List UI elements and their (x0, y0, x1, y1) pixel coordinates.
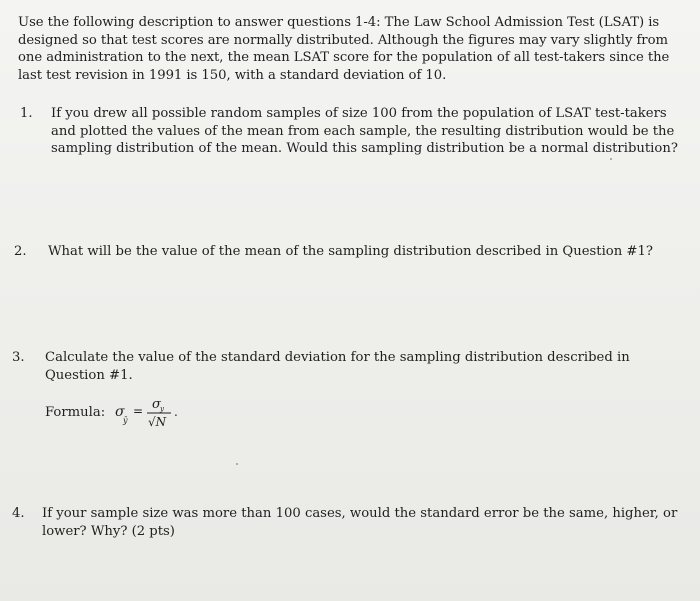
formula-equals: = (133, 404, 144, 418)
question-text: What will be the value of the mean of the sampling distribution described in Question #1? (48, 244, 653, 259)
formula-lhs-subscript: ȳ (123, 416, 128, 425)
question-text: If you drew all possible random samples of size 100 from the population of LSAT test-takers and plotted the values of the mean from each sample, the resulting distribution would be the sampling distribution of the mean. Would this sampling distribution be a normal distribution? (51, 106, 678, 156)
formula-denominator: √N (148, 415, 167, 429)
formula-expression (113, 396, 183, 430)
question-number: 3. (12, 350, 25, 365)
question-text: If your sample size was more than 100 cases, would the standard error be the same, higher, or lower? Why? (2 pts) (42, 506, 678, 539)
question-number: 2. (14, 244, 27, 259)
intro-paragraph: Use the following description to answer questions 1-4: The Law School Admission Test (LSAT) is designed so that test scores are normally distributed. Although the figures may vary slightly from one administration to the next, the mean LSAT score for the population of all test-takers since the last test revision in 1991 is 150, with a standard deviation of 10. (18, 15, 670, 83)
formula-trailing-period: . (174, 405, 179, 419)
question-text: Calculate the value of the standard deviation for the sampling distribution described in Question #1. (45, 350, 630, 383)
paper-speck (236, 463, 238, 465)
standard-error-formula (45, 396, 183, 430)
formula-numerator-subscript: y (160, 405, 165, 413)
paper-speck (610, 158, 612, 160)
formula-numerator-sigma: σ (152, 397, 162, 412)
formula-label: Formula: (45, 405, 106, 421)
question-number: 1. (20, 106, 33, 121)
question-number: 4. (12, 506, 25, 521)
formula-lhs-sigma: σ (115, 404, 125, 420)
